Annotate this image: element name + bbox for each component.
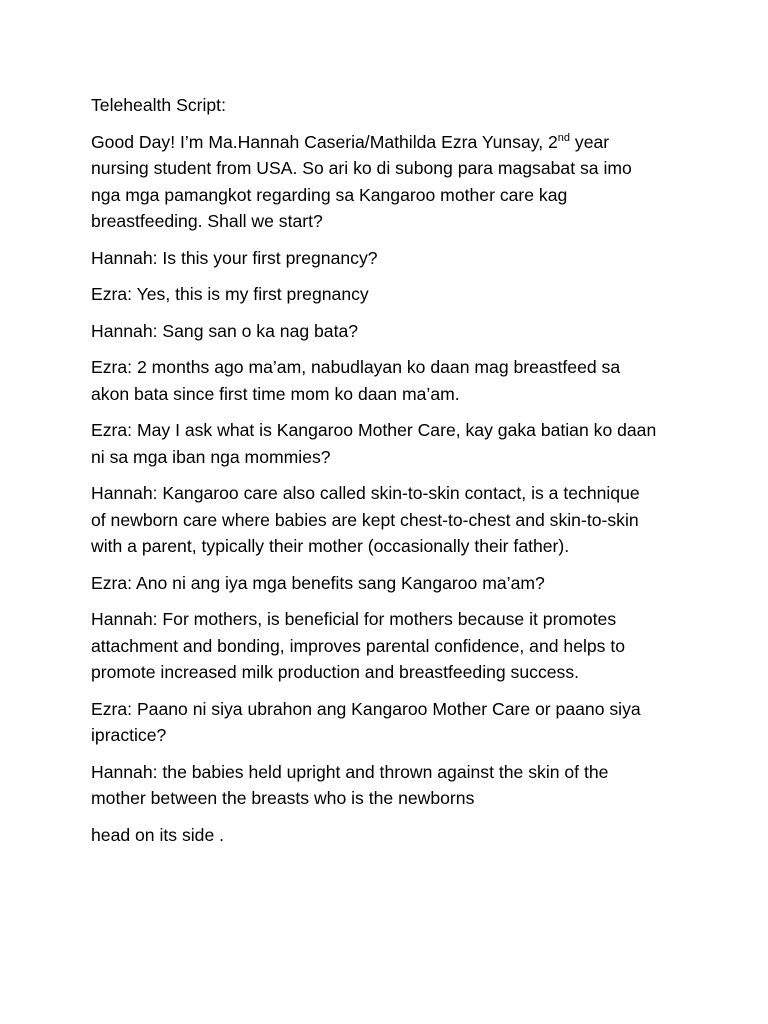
intro-line-3: nga mga pamangkot regarding sa Kangaroo mother care kag — [91, 184, 568, 205]
dialogue-line: head on its side . — [91, 824, 225, 845]
intro-line-2: nursing student from USA. So ari ko di subong para magsabat sa imo — [91, 158, 632, 178]
dialogue-line: attachment and bonding, improves parental confidence, and helps to — [91, 635, 626, 656]
dialogue-line: Ezra: Ano ni ang iya mga benefits sang Kangaroo ma’am? — [91, 572, 545, 593]
dialogue-line: Ezra: 2 months ago ma’am, nabudlayan ko daan mag breastfeed sa — [91, 357, 621, 377]
intro-line-1-text: Good Day! I’m Ma.Hannah Caseria/Mathilda Ezra Yunsay, 2 — [91, 131, 558, 152]
dialogue-paragraph-8 — [91, 606, 691, 686]
dialogue-paragraph-2 — [91, 281, 691, 308]
dialogue-line: Hannah: Is this your first pregnancy? — [91, 247, 378, 268]
dialogue-line: Hannah: the babies held upright and thrown against the skin of the — [91, 761, 609, 782]
dialogue-paragraph-6 — [91, 480, 691, 560]
dialogue-line: ni sa mga iban nga mommies? — [91, 446, 331, 467]
dialogue-line: Ezra: Paano ni siya ubrahon ang Kangaroo Mother Care or paano siya — [91, 698, 641, 719]
ordinal-suffix: nd — [557, 131, 571, 144]
dialogue-paragraph-4 — [91, 354, 691, 407]
dialogue-line: promote increased milk production and breastfeeding success. — [91, 662, 580, 682]
intro-line-4: breastfeeding. Shall we start? — [91, 211, 323, 231]
heading-line: Telehealth Script: — [91, 95, 226, 115]
dialogue-paragraph-5 — [91, 417, 691, 470]
dialogue-line: akon bata since first time mom ko daan ma’am. — [91, 383, 460, 404]
dialogue-paragraph-1 — [91, 245, 691, 272]
dialogue-line: of newborn care where babies are kept chest-to-chest and skin-to-skin — [91, 509, 639, 530]
document-heading — [91, 92, 691, 119]
dialogue-line: Ezra: May I ask what is Kangaroo Mother Care, kay gaka batian ko daan — [91, 420, 657, 440]
dialogue-line: mother between the breasts who is the newborns — [91, 788, 475, 808]
dialogue-paragraph-10 — [91, 759, 691, 812]
dialogue-line: ipractice? — [91, 725, 167, 745]
intro-line-1-tail: year — [570, 131, 610, 152]
dialogue-line: Hannah: For mothers, is beneficial for mothers because it promotes — [91, 609, 617, 629]
dialogue-paragraph-9 — [91, 696, 691, 749]
dialogue-line: Hannah: Sang san o ka nag bata? — [91, 320, 359, 341]
intro-line-1 — [91, 129, 691, 156]
dialogue-paragraph-11 — [91, 822, 691, 849]
intro-paragraph — [91, 129, 691, 235]
dialogue-line: with a parent, typically their mother (occasionally their father). — [91, 536, 570, 556]
dialogue-line: Hannah: Kangaroo care also called skin-to-skin contact, is a technique — [91, 483, 640, 503]
dialogue-paragraph-7 — [91, 570, 691, 597]
dialogue-line: Ezra: Yes, this is my first pregnancy — [91, 284, 369, 304]
dialogue-paragraph-3 — [91, 318, 691, 345]
document-page — [91, 92, 691, 858]
